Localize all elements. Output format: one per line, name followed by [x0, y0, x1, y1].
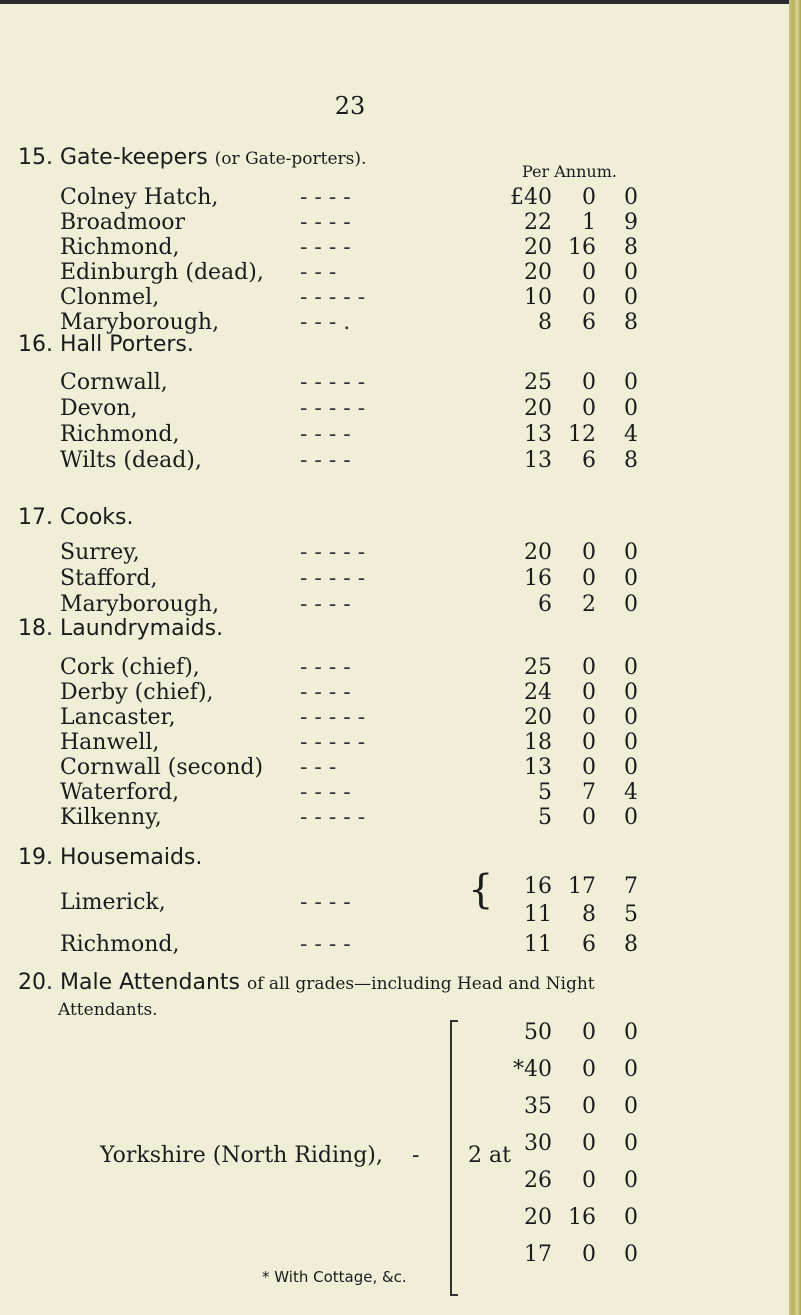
leader-dashes: - - - - -	[300, 730, 366, 755]
table-row	[0, 755, 790, 783]
leader-dashes: - - -	[300, 260, 337, 285]
row-label: Cork (chief),	[60, 655, 200, 680]
leader-dashes: - - - -	[300, 448, 351, 473]
row-label: Hanwell,	[60, 730, 160, 755]
amount-cell: 8	[624, 310, 638, 335]
brace: {	[468, 867, 494, 913]
leader-dashes: - - - - -	[300, 396, 366, 421]
amount-cell: 18	[524, 730, 552, 755]
amount-cell: 0	[624, 370, 638, 395]
amount-cell: 0	[582, 260, 596, 285]
table-row-limerick: Limerick, - - - -	[60, 890, 351, 915]
amount-cell: 16	[568, 1205, 596, 1230]
section-19-heading: 19. Housemaids.	[18, 845, 203, 870]
amount-cell: 8	[624, 235, 638, 260]
amount-cell: *40	[513, 1057, 552, 1082]
section-15-heading: 15. Gate-keepers (or Gate-porters).	[18, 145, 367, 170]
table-row	[0, 235, 790, 263]
amount-cell: 0	[624, 1020, 638, 1045]
per-annum-header: Per Annum.	[522, 162, 617, 181]
leader-dashes: - - - -	[300, 422, 351, 447]
amount-cell: 9	[624, 210, 638, 235]
leader-dashes: - - - -	[300, 185, 351, 210]
row-label: Maryborough,	[60, 310, 220, 335]
amount-cell: 0	[624, 1205, 638, 1230]
row-label: Kilkenny,	[60, 805, 162, 830]
amount-cell: 0	[582, 705, 596, 730]
amount-cell: 16	[568, 235, 596, 260]
amount-cell: 0	[624, 755, 638, 780]
amount-cell: 24	[524, 680, 552, 705]
amount-cell: 30	[524, 1131, 552, 1156]
amount-cell: 0	[624, 1131, 638, 1156]
page-number: 23	[334, 92, 366, 120]
leader-dashes: - - - -	[300, 780, 351, 805]
amount-cell: 17	[524, 1242, 552, 1267]
row-label: Wilts (dead),	[60, 448, 202, 473]
table-row-yorkshire-value	[0, 1131, 790, 1159]
table-row	[0, 185, 790, 213]
amount-cell: 0	[582, 1020, 596, 1045]
amount-cell: 10	[524, 285, 552, 310]
leader-dashes: - - - -	[300, 680, 351, 705]
table-row	[0, 210, 790, 238]
footnote: * With Cottage, &c.	[262, 1268, 407, 1286]
section-17-heading: 17. Cooks.	[18, 505, 134, 530]
row-label: Colney Hatch,	[60, 185, 219, 210]
row-label: Maryborough,	[60, 592, 220, 617]
table-row	[0, 805, 790, 833]
amount-cell: 0	[582, 680, 596, 705]
leader-dashes: - - - -	[300, 592, 351, 617]
book-spine-edge	[789, 0, 801, 1315]
leader-dashes: - - - - -	[300, 370, 366, 395]
amount-cell: 16	[524, 566, 552, 591]
table-row-limerick-2: 11 8 5	[524, 902, 638, 927]
amount-cell: 0	[624, 285, 638, 310]
leader-dashes: - - - - -	[300, 285, 366, 310]
leader-dashes: - - - - -	[300, 566, 366, 591]
row-label: Waterford,	[60, 780, 180, 805]
amount-cell: 0	[624, 1242, 638, 1267]
amount-cell: 0	[624, 185, 638, 210]
amount-cell: 20	[524, 260, 552, 285]
table-row	[0, 260, 790, 288]
table-row-yorkshire-value	[0, 1020, 790, 1048]
amount-cell: 6	[582, 310, 596, 335]
amount-cell: 35	[524, 1094, 552, 1119]
table-row-limerick-1: 16 17 7	[524, 874, 638, 899]
amount-cell: 0	[624, 730, 638, 755]
amount-cell: 7	[582, 780, 596, 805]
row-label: Surrey,	[60, 540, 140, 565]
table-row-richmond-19: Richmond, - - - - 11 6 8	[60, 932, 638, 957]
amount-cell: 0	[582, 1094, 596, 1119]
amount-cell: 0	[624, 592, 638, 617]
amount-cell: 0	[624, 260, 638, 285]
amount-cell: 0	[624, 680, 638, 705]
amount-cell: 13	[524, 448, 552, 473]
table-row	[0, 422, 790, 450]
row-label: Edinburgh (dead),	[60, 260, 264, 285]
leader-dashes: - - - - -	[300, 540, 366, 565]
row-label: Cornwall (second)	[60, 755, 264, 780]
amount-cell: 6	[582, 448, 596, 473]
table-row-yorkshire-value	[0, 1205, 790, 1233]
amount-cell: 20	[524, 396, 552, 421]
amount-cell: 5	[538, 780, 552, 805]
table-row	[0, 655, 790, 683]
row-label: Richmond,	[60, 422, 180, 447]
table-row	[0, 448, 790, 476]
leader-dashes: - - - - -	[300, 805, 366, 830]
table-row	[0, 705, 790, 733]
leader-dashes: - - - -	[300, 655, 351, 680]
amount-cell: 20	[524, 705, 552, 730]
amount-cell: 12	[568, 422, 596, 447]
table-row-yorkshire-value	[0, 1057, 790, 1085]
amount-cell: 0	[582, 285, 596, 310]
row-label: Clonmel,	[60, 285, 160, 310]
amount-cell: 0	[582, 1057, 596, 1082]
leader-dashes: - - - -	[300, 235, 351, 260]
amount-cell: 0	[624, 705, 638, 730]
table-row	[0, 680, 790, 708]
table-row	[0, 370, 790, 398]
leader-dashes: - - - - -	[300, 705, 366, 730]
amount-cell: 0	[582, 370, 596, 395]
row-label: Broadmoor	[60, 210, 185, 235]
top-edge-rule	[0, 0, 790, 4]
amount-cell: 0	[624, 540, 638, 565]
amount-cell: 13	[524, 422, 552, 447]
amount-cell: 0	[624, 1168, 638, 1193]
table-row	[0, 396, 790, 424]
amount-cell: 25	[524, 370, 552, 395]
amount-cell: 0	[582, 1242, 596, 1267]
row-label: Derby (chief),	[60, 680, 214, 705]
row-label: Cornwall,	[60, 370, 168, 395]
amount-cell: 8	[624, 448, 638, 473]
amount-cell: 0	[624, 566, 638, 591]
amount-cell: 0	[582, 566, 596, 591]
amount-cell: 0	[624, 396, 638, 421]
section-20-heading-cont: Attendants.	[58, 1000, 158, 1020]
amount-cell: 0	[624, 1057, 638, 1082]
amount-cell: 0	[582, 805, 596, 830]
table-row	[0, 285, 790, 313]
amount-cell: 4	[624, 422, 638, 447]
amount-cell: 1	[582, 210, 596, 235]
amount-cell: 20	[524, 1205, 552, 1230]
amount-cell: 26	[524, 1168, 552, 1193]
table-row-yorkshire: Yorkshire (North Riding), - 2 at	[100, 1143, 511, 1168]
amount-cell: 0	[582, 396, 596, 421]
table-row-yorkshire-value	[0, 1242, 790, 1270]
amount-cell: 0	[582, 1168, 596, 1193]
table-row-yorkshire-value	[0, 1094, 790, 1122]
amount-cell: 0	[582, 1131, 596, 1156]
row-label: Lancaster,	[60, 705, 176, 730]
amount-cell: 22	[524, 210, 552, 235]
amount-cell: 0	[624, 805, 638, 830]
amount-cell: 20	[524, 540, 552, 565]
table-row	[0, 730, 790, 758]
amount-cell: £40	[510, 185, 552, 210]
section-20-heading: 20. Male Attendants of all grades—including Head and Night	[18, 970, 595, 995]
amount-cell: 8	[538, 310, 552, 335]
row-label: Richmond,	[60, 235, 180, 260]
section-18-heading: 18. Laundrymaids.	[18, 616, 224, 641]
amount-cell: 2	[582, 592, 596, 617]
amount-cell: 20	[524, 235, 552, 260]
amount-cell: 0	[582, 655, 596, 680]
amount-cell: 13	[524, 755, 552, 780]
amount-cell: 0	[624, 1094, 638, 1119]
amount-cell: 50	[524, 1020, 552, 1045]
amount-cell: 0	[582, 540, 596, 565]
leader-dashes: - - -	[300, 755, 337, 780]
amount-cell: 6	[538, 592, 552, 617]
amount-cell: 0	[582, 730, 596, 755]
leader-dashes: - - - .	[300, 310, 351, 335]
section-16-heading: 16. Hall Porters.	[18, 332, 194, 357]
amount-cell: 25	[524, 655, 552, 680]
row-label: Stafford,	[60, 566, 158, 591]
table-row	[0, 540, 790, 568]
amount-cell: 5	[538, 805, 552, 830]
amount-cell: 0	[582, 185, 596, 210]
amount-cell: 0	[582, 755, 596, 780]
table-row-yorkshire-value	[0, 1168, 790, 1196]
table-row	[0, 566, 790, 594]
row-label: Devon,	[60, 396, 138, 421]
table-row	[0, 780, 790, 808]
amount-cell: 0	[624, 655, 638, 680]
leader-dashes: - - - -	[300, 210, 351, 235]
amount-cell: 4	[624, 780, 638, 805]
